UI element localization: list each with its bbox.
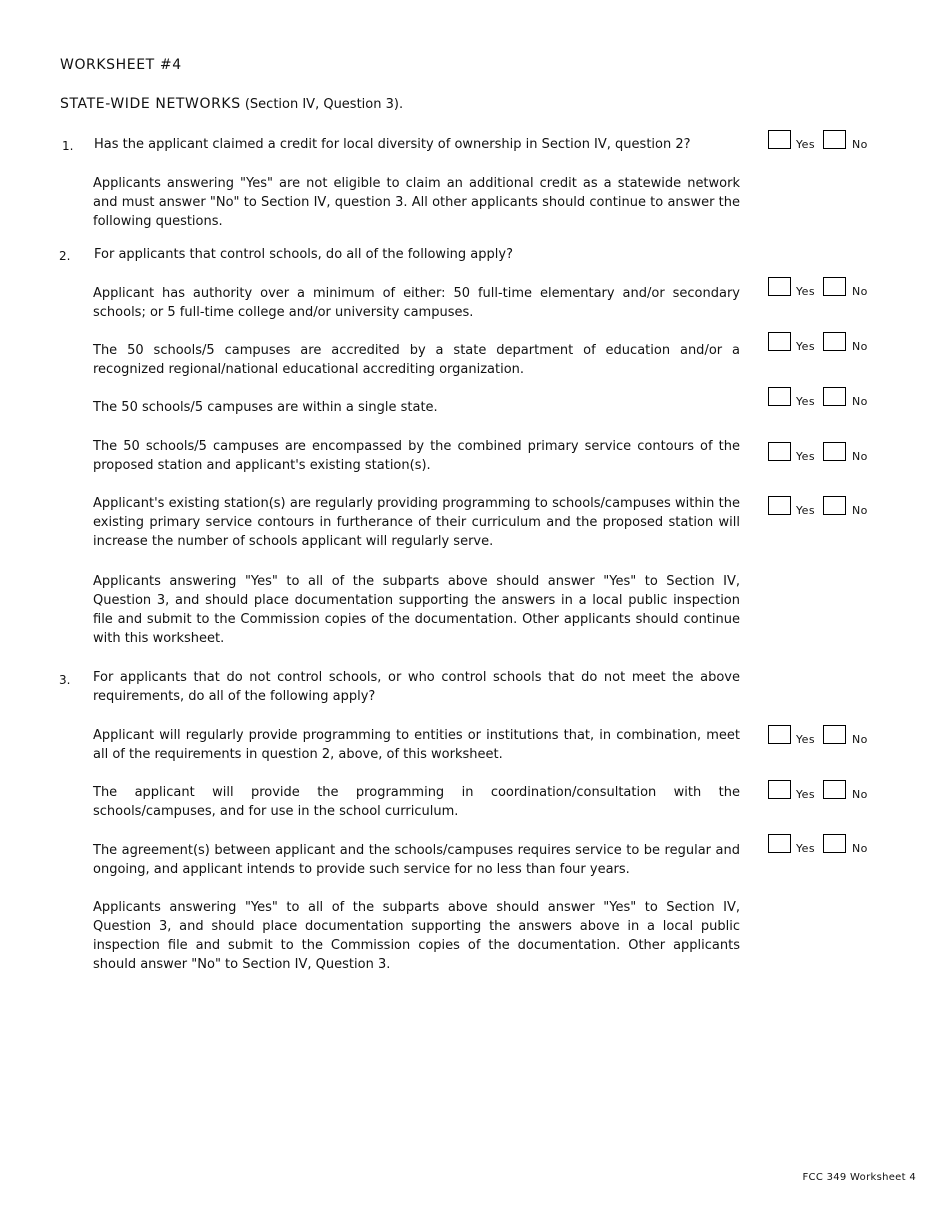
question-3-intro: For applicants that do not control schools, or who control schools that do not meet the above requirements, do all of the following apply? <box>93 670 740 704</box>
q2a-no-label: No <box>852 285 868 298</box>
q3c-no-checkbox[interactable] <box>823 834 846 853</box>
q3a-yes-label: Yes <box>796 733 815 746</box>
question-3a-answer <box>768 725 878 747</box>
q1-yes-checkbox[interactable] <box>768 130 791 149</box>
question-1-number: 1. <box>62 139 74 153</box>
q1-yes-label: Yes <box>796 138 815 151</box>
question-3-subpart-b: The applicant will provide the programming in coordination/consultation with the schools/campuses, and for use in the school curriculum. <box>93 785 740 819</box>
form-footer: FCC 349 Worksheet 4 <box>802 1172 916 1183</box>
q2c-no-label: No <box>852 395 868 408</box>
question-2-subpart-d: The 50 schools/5 campuses are encompassed by the combined primary service contours of the proposed station and applicant's existing station(s). <box>93 439 740 473</box>
q1-no-checkbox[interactable] <box>823 130 846 149</box>
q3a-no-label: No <box>852 733 868 746</box>
question-2b-answer <box>768 332 878 354</box>
q3a-no-checkbox[interactable] <box>823 725 846 744</box>
q2a-yes-checkbox[interactable] <box>768 277 791 296</box>
question-2a-answer <box>768 277 878 299</box>
q3b-no-checkbox[interactable] <box>823 780 846 799</box>
q3a-yes-checkbox[interactable] <box>768 725 791 744</box>
q2c-no-checkbox[interactable] <box>823 387 846 406</box>
q2c-yes-label: Yes <box>796 395 815 408</box>
question-2-subpart-c: The 50 schools/5 campuses are within a single state. <box>93 400 438 415</box>
question-2-subpart-b: The 50 schools/5 campuses are accredited by a state department of education and/or a recognized regional/national educational accrediting organization. <box>93 343 740 377</box>
q2c-yes-checkbox[interactable] <box>768 387 791 406</box>
q2b-yes-checkbox[interactable] <box>768 332 791 351</box>
q2e-yes-checkbox[interactable] <box>768 496 791 515</box>
question-3-number: 3. <box>59 673 71 687</box>
question-2-note: Applicants answering "Yes" to all of the subparts above should answer "Yes" to Section IV, Question 3, and should place documentation supporting the answers in a local public inspection file and submit to the Commission copies of the documentation. Other applicants should continue with this worksheet. <box>93 574 740 646</box>
section-heading <box>60 95 403 114</box>
section-heading-reference: (Section IV, Question 3). <box>244 97 404 112</box>
q3c-no-label: No <box>852 842 868 855</box>
q2b-no-label: No <box>852 340 868 353</box>
question-1-text: Has the applicant claimed a credit for local diversity of ownership in Section IV, question 2? <box>94 137 691 152</box>
question-3-subpart-a: Applicant will regularly provide programming to entities or institutions that, in combination, meet all of the requirements in question 2, above, of this worksheet. <box>93 728 740 762</box>
q2e-no-checkbox[interactable] <box>823 496 846 515</box>
q1-no-label: No <box>852 138 868 151</box>
question-3c-answer <box>768 834 878 856</box>
question-2-number: 2. <box>59 249 71 263</box>
question-3-subpart-c: The agreement(s) between applicant and the schools/campuses requires service to be regular and ongoing, and applicant intends to provide such service for no less than four years. <box>93 843 740 877</box>
q2d-no-label: No <box>852 450 868 463</box>
q2d-yes-checkbox[interactable] <box>768 442 791 461</box>
worksheet-title: WORKSHEET #4 <box>60 57 182 73</box>
question-2e-answer <box>768 496 878 518</box>
q2d-yes-label: Yes <box>796 450 815 463</box>
q2b-no-checkbox[interactable] <box>823 332 846 351</box>
q2d-no-checkbox[interactable] <box>823 442 846 461</box>
question-3-note: Applicants answering "Yes" to all of the subparts above should answer "Yes" to Section IV, Question 3, and should place documentation supporting the answers above in a local public inspection file and submit to the Commission copies of the documentation. Other applicants should answer "No" to Section IV, Question 3. <box>93 900 740 972</box>
question-2d-answer <box>768 442 878 464</box>
q2e-no-label: No <box>852 504 868 517</box>
q3c-yes-label: Yes <box>796 842 815 855</box>
question-1-answer <box>768 130 878 152</box>
question-1-note: Applicants answering "Yes" are not eligible to claim an additional credit as a statewide network and must answer "No" to Section IV, question 3. All other applicants should continue to answer the following questions. <box>93 176 740 229</box>
section-heading-caps: STATE-WIDE NETWORKS <box>60 96 241 112</box>
question-2-subpart-e: Applicant's existing station(s) are regularly providing programming to schools/campuses within the existing primary service contours in furtherance of their curriculum and the proposed station will increase the number of schools applicant will regularly serve. <box>93 496 740 549</box>
question-2-subpart-a: Applicant has authority over a minimum of either: 50 full-time elementary and/or secondary schools; or 5 full-time college and/or university campuses. <box>93 286 740 320</box>
q2b-yes-label: Yes <box>796 340 815 353</box>
q2a-yes-label: Yes <box>796 285 815 298</box>
q3b-no-label: No <box>852 788 868 801</box>
q3b-yes-label: Yes <box>796 788 815 801</box>
question-2c-answer <box>768 387 878 409</box>
q2a-no-checkbox[interactable] <box>823 277 846 296</box>
q3c-yes-checkbox[interactable] <box>768 834 791 853</box>
question-3b-answer <box>768 780 878 802</box>
question-2-intro: For applicants that control schools, do all of the following apply? <box>94 247 513 262</box>
q2e-yes-label: Yes <box>796 504 815 517</box>
q3b-yes-checkbox[interactable] <box>768 780 791 799</box>
